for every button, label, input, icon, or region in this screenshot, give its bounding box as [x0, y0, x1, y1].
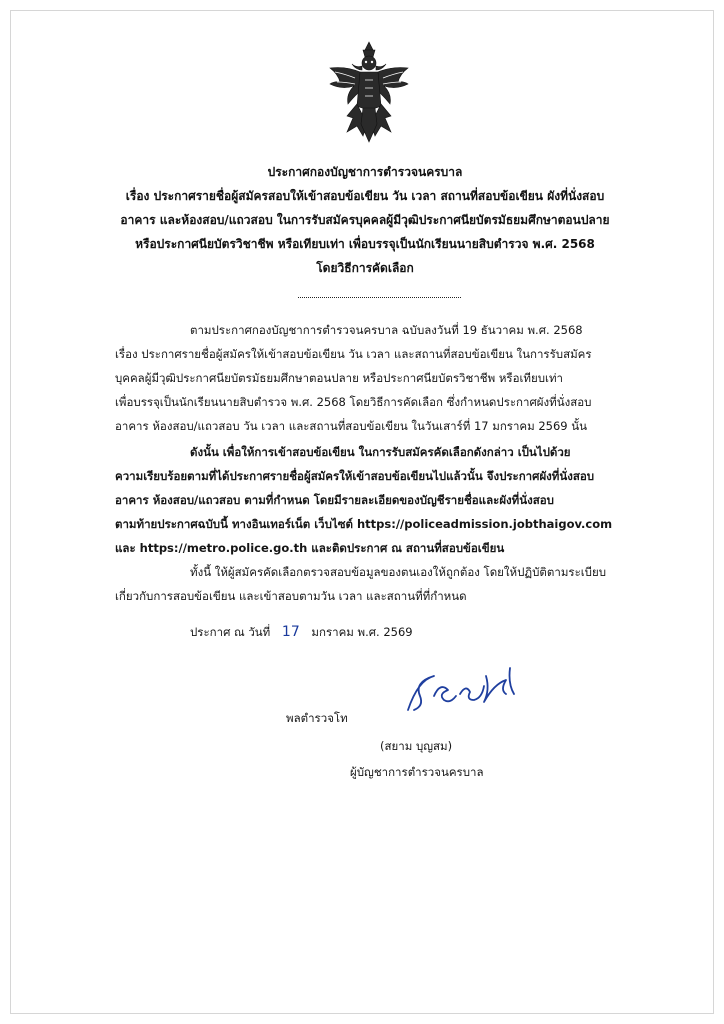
handwritten-signature-icon [400, 660, 530, 720]
heading-line: หรือประกาศนียบัตรวิชาชีพ หรือเทียบเท่า เพื่อบรรจุเป็นนักเรียนนายสิบตำรวจ พ.ศ. 2568 [135, 237, 595, 251]
paragraph-line: เกี่ยวกับการสอบข้อเขียน และเข้าสอบตามวัน เวลา และสถานที่ที่กำหนด [115, 589, 467, 603]
paragraph-line: ตามท้ายประกาศฉบับนี้ ทางอินเทอร์เน็ต เว็บไซต์ https://policeadmission.jobthaigov.com [115, 517, 613, 531]
paragraph-line: ทั้งนี้ ให้ผู้สมัครคัดเลือกตรวจสอบข้อมูลของตนเองให้ถูกต้อง โดยให้ปฏิบัติตามระเบียบ [190, 565, 607, 579]
signatory-rank: พลตำรวจโท [286, 711, 348, 725]
heading-line: โดยวิธีการคัดเลือก [316, 261, 414, 275]
paragraph-line: ดังนั้น เพื่อให้การเข้าสอบข้อเขียน ในการรับสมัครคัดเลือกดังกล่าว เป็นไปด้วย [190, 445, 571, 459]
announcement-month-year: มกราคม พ.ศ. 2569 [311, 625, 413, 639]
paragraph-reference [115, 318, 660, 438]
paragraph-line: บุคคลผู้มีวุฒิประกาศนียบัตรมัธยมศึกษาตอนปลาย หรือประกาศนียบัตรวิชาชีพ หรือเทียบเท่า [115, 371, 563, 385]
paragraph-line: เรื่อง ประกาศรายชื่อผู้สมัครให้เข้าสอบข้อเขียน วัน เวลา และสถานที่สอบข้อเขียน ในการรับสมัคร [115, 347, 592, 361]
paragraph-instructions [115, 560, 660, 608]
paragraph-line: อาคาร ห้องสอบ/แถวสอบ ตามที่กำหนด โดยมีรายละเอียดของบัญชีรายชื่อและผังที่นั่งสอบ [115, 493, 554, 507]
dotted-divider [298, 297, 461, 298]
garuda-emblem-icon [327, 40, 411, 146]
announcement-day: 17 [281, 624, 300, 640]
paragraph-line: และ https://metro.police.go.th และติดประกาศ ณ สถานที่สอบข้อเขียน [115, 541, 505, 555]
announcement-prefix: ประกาศ ณ วันที่ [190, 625, 271, 639]
heading-line: เรื่อง ประกาศรายชื่อผู้สมัครสอบให้เข้าสอบข้อเขียน วัน เวลา สถานที่สอบข้อเขียน ผังที่นั่งสอบ [125, 189, 605, 203]
paragraph-line: เพื่อบรรจุเป็นนักเรียนนายสิบตำรวจ พ.ศ. 2568 โดยวิธีการคัดเลือก ซึ่งกำหนดประกาศผังที่นั่งสอบ [115, 395, 592, 409]
paragraph-line: ความเรียบร้อยตามที่ได้ประกาศรายชื่อผู้สมัครให้เข้าสอบข้อเขียนไปแล้วนั้น จึงประกาศผังที่นั่งสอบ [115, 469, 595, 483]
paragraph-line: ตามประกาศกองบัญชาการตำรวจนครบาล ฉบับลงวันที่ 19 ธันวาคม พ.ศ. 2568 [190, 323, 583, 337]
announcement-date [190, 620, 413, 644]
signatory-name: (สยาม บุญสม) [380, 739, 453, 753]
paragraph-announcement [115, 440, 660, 560]
heading-line: ประกาศกองบัญชาการตำรวจนครบาล [267, 165, 463, 179]
document-heading [80, 160, 650, 280]
heading-line: อาคาร และห้องสอบ/แถวสอบ ในการรับสมัครบุคคลผู้มีวุฒิประกาศนียบัตรมัธยมศึกษาตอนปลาย [120, 213, 610, 227]
paragraph-line: อาคาร ห้องสอบ/แถวสอบ วัน เวลา และสถานที่สอบข้อเขียน ในวันเสาร์ที่ 17 มกราคม 2569 นั้น [115, 419, 587, 433]
signatory-position: ผู้บัญชาการตำรวจนครบาล [350, 765, 484, 779]
